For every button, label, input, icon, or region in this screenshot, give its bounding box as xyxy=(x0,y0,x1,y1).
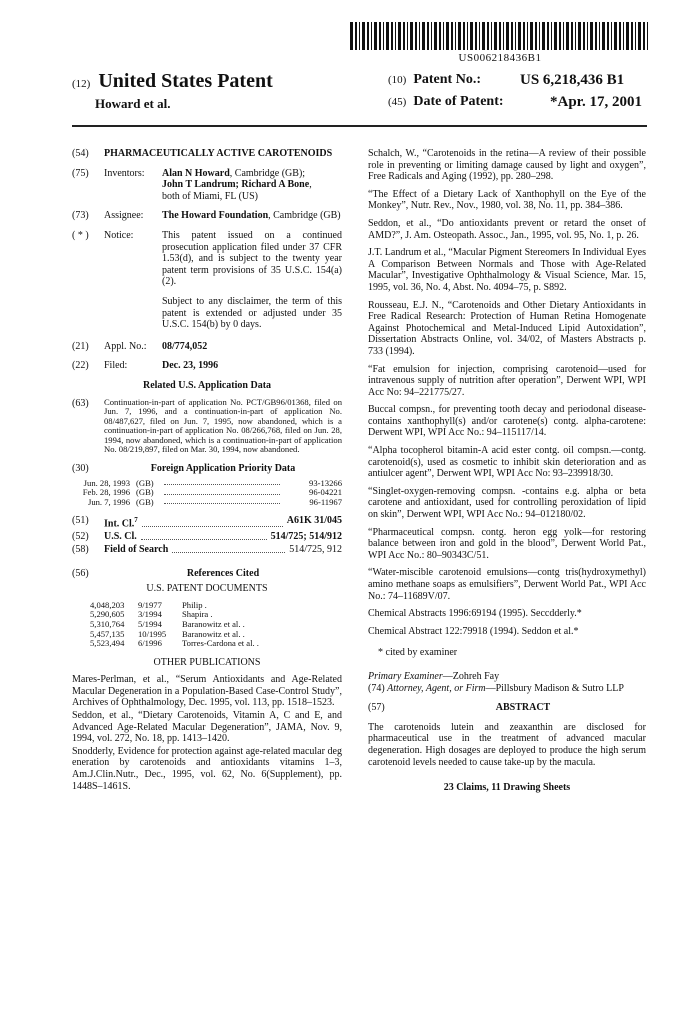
barcode xyxy=(350,22,650,50)
barcode-bar xyxy=(463,22,465,50)
inventors: Alan N Howard, Cambridge (GB); John T Landrum; Richard A Bone, both of Miami, FL (US) xyxy=(162,167,312,202)
dot-leader xyxy=(164,498,280,505)
claims-sheets: 23 Claims, 11 Drawing Sheets xyxy=(443,782,571,794)
barcode-bar xyxy=(383,22,384,50)
barcode-bar xyxy=(487,22,489,50)
other-pubs-title: OTHER PUBLICATIONS xyxy=(153,656,261,668)
right-column xyxy=(368,148,646,794)
left-column xyxy=(72,148,342,793)
priority-list xyxy=(72,479,342,508)
barcode-bar xyxy=(575,22,576,50)
publication-entry: Chemical Abstracts 1996:69194 (1995). Seccdderly.* xyxy=(368,608,582,620)
barcode-bar xyxy=(595,22,597,50)
barcode-bar xyxy=(583,22,585,50)
barcode-bar xyxy=(559,22,561,50)
inventors-short: Howard et al. xyxy=(95,96,171,111)
publication-entry: Mares-Perlman, et al., “Serum Antioxidants and Age-Related Macular Degeneration in a Population-Based Case-Control Study”, Archives of Ophthalmology, Dec. 1995, vol. 113, pp. 1518–1523. xyxy=(72,674,342,709)
barcode-bar xyxy=(542,22,545,50)
priority-date: Jun. 28, 1993 xyxy=(83,477,130,488)
us-doc-name: Torres-Cardona et al. . xyxy=(182,638,259,649)
priority-number: 96-11967 xyxy=(309,496,342,507)
filed-date: Dec. 23, 1996 xyxy=(162,360,219,372)
pubs-left xyxy=(72,674,342,792)
notice: ( * ) Notice: This patent issued on a continued prosecution application filed under 37 CFR 1.53(d), and is subject to the twenty year patent term provisions of 35 U.S.C. 154(a)(2). Subject to any disclaimer, the term of this patent is extended or adjusted under 35 U.S.C. 154(b) by 0 days. xyxy=(72,229,342,331)
barcode-bar xyxy=(643,22,645,50)
publication-entry: “Alpha tocopherol bitamin-A acid ester contg. oil compsn.—contg. carotenoid(s), used as cosmetic to inhibit skin deterioration and as antiulcer agent”, Derwent WPI, WPI Acc No: 93–239918/30. xyxy=(368,445,646,480)
barcode-bar xyxy=(371,22,372,50)
barcode-bar xyxy=(431,22,432,50)
publication-entry: “Fat emulsion for injection, comprising carotenoid—used for intravenous supply of nutrition after operation”, Derwent WPI, WPI Acc No: 94–221775/27. xyxy=(368,363,646,398)
barcode-bar xyxy=(599,22,600,50)
barcode-bar xyxy=(494,22,497,50)
barcode-bar xyxy=(602,22,605,50)
barcode-bar xyxy=(578,22,581,50)
barcode-bar xyxy=(515,22,516,50)
publication-entry: Rousseau, E.J. N., “Carotenoids and Other Dietary Antioxidants in Free Radical Research: Protection of Human Retina Homogenate Against Photochemical and Metal-Induced Lipid Autoxidation”, Dissertation Abstracts Online, vol. 34/02, of Masters Abstracts p. 733 (1994). xyxy=(368,299,646,357)
patent-title: United States Patent xyxy=(98,70,273,92)
patent-number-label: Patent No.: xyxy=(413,72,481,87)
us-doc-number: 5,523,494 xyxy=(90,638,125,649)
abstract-heading: (57) ABSTRACT xyxy=(368,702,551,714)
us-doc-name: Baranowitz et al. . xyxy=(182,618,245,629)
field-of-search-value: 514/725, 912 xyxy=(289,543,342,555)
publication-entry: Schalch, W., “Carotenoids in the retina—A review of their possible role in preventing or limiting damage caused by light and oxygen”, Free Radicals and Aging (1992), pp. 280–298. xyxy=(368,148,646,183)
priority-date: Jun. 7, 1996 xyxy=(87,496,130,507)
us-doc-number: 5,457,135 xyxy=(90,628,125,639)
barcode-bar xyxy=(362,22,365,50)
barcode-bar xyxy=(611,22,612,50)
us-doc-name: Philip . xyxy=(182,599,207,610)
barcode-bar xyxy=(427,22,429,50)
field-21: (21) Appl. No.: 08/774,052 xyxy=(72,341,342,353)
publication-entry: J.T. Landrum et al., “Macular Pigment Stereomers In Individual Eyes A Comparison Between Normals and Those with Age-Related Macular”, Investigative Ophthalmology & Visual Science, Mar. 15, 1995, vol. 36, No. 4, Abst. No. 4094–75, p. S892. xyxy=(368,247,646,293)
barcode-bar xyxy=(647,22,648,50)
barcode-bar xyxy=(566,22,569,50)
barcode-bar xyxy=(511,22,513,50)
barcode-bar xyxy=(491,22,492,50)
field-73: (73) Assignee: The Howard Foundation, Cambridge (GB) xyxy=(72,210,341,222)
barcode-bar xyxy=(403,22,405,50)
publication-entry: “Water-miscible carotenoid emulsions—contg tris(hydroxymethyl) amino methane soaps as emulsifiers”, Derwent World Pat., WPI Acc No.: 74–11689V/07. xyxy=(368,567,646,602)
barcode-bar xyxy=(607,22,609,50)
priority-number: 93-13266 xyxy=(309,477,342,488)
barcode-bar xyxy=(503,22,504,50)
barcode-bar xyxy=(590,22,593,50)
priority-country: (GB) xyxy=(136,496,154,507)
date-of-patent: *Apr. 17, 2001 xyxy=(550,94,642,110)
barcode-bar xyxy=(635,22,636,50)
barcode-bar xyxy=(443,22,444,50)
barcode-bar xyxy=(571,22,573,50)
barcode-bar xyxy=(539,22,540,50)
us-doc-date: 10/1995 xyxy=(138,628,167,639)
barcode-bar xyxy=(554,22,557,50)
field-52: (52) U.S. Cl. 514/725; 514/912 xyxy=(72,531,342,543)
continuation-text: Continuation-in-part of application No. PCT/GB96/01368, filed on Jun. 7, 1996, and a continuation-in-part of application No. 08/487,627, filed on Jun. 7, 1995, now abandoned, which is a continuation-in-part of application No. 08/266,768, filed on Jun. 28, 1994, now abandoned, which is a continuation-in-part of application No. 08/219,897, filed on Mar. 30, 1994, now abandoned. xyxy=(104,396,342,455)
barcode-bar xyxy=(551,22,552,50)
barcode-bar xyxy=(518,22,521,50)
date-of-patent-line: (45) Date of Patent: *Apr. 17, 2001 xyxy=(388,94,642,110)
barcode-bar xyxy=(407,22,408,50)
barcode-bar xyxy=(350,22,353,50)
publication-entry: “Singlet-oxygen-removing compsn. -contains e.g. alpha or beta carotene and antioxidant, used for controlling peroxidation of lipid on skin”, Derwent WPI, WPI Acc No.: 94–012180/02. xyxy=(368,485,646,521)
barcode-bar xyxy=(379,22,381,50)
barcode-bar xyxy=(367,22,369,50)
barcode-bar xyxy=(631,22,633,50)
priority-country: (GB) xyxy=(136,477,154,488)
publication-entry: “The Effect of a Dietary Lack of Xanthophyll on the Eye of the Monkey”, Nutr. Rev., Nov., 1980, vol. 38, No. 11, pp. 384–386. xyxy=(368,188,646,212)
priority-number: 96-04221 xyxy=(309,487,342,498)
barcode-bar xyxy=(422,22,425,50)
barcode-bar xyxy=(638,22,641,50)
us-doc-date: 9/1977 xyxy=(138,599,162,610)
barcode-bar xyxy=(619,22,621,50)
publication-entry: Chemical Abstract 122:79918 (1994). Seddon et al.* xyxy=(368,625,579,637)
publication-entry: Buccal compsn., for preventing tooth decay and periodonal disease-contains xanthophyll(s) and/or carotene(s) contg. alpha-carotene: Derwent WPI, WPI Acc No.: 94–115117/14. xyxy=(368,404,646,439)
field-51: (51) Int. Cl.$^7$ A61K 31/045 xyxy=(72,515,342,530)
us-doc-row xyxy=(72,639,342,649)
barcode-bar xyxy=(527,22,528,50)
notice-text-1: This patent issued on a continued prosecution application filed under 37 CFR 1.53(d), and is subject to the twenty year patent term provisions of 35 U.S.C. 154(a)(2). xyxy=(162,229,342,288)
barcode-bar xyxy=(398,22,401,50)
code-12: (12) xyxy=(72,78,91,90)
barcode-bar xyxy=(470,22,473,50)
int-cl-value: A61K 31/045 xyxy=(286,515,342,527)
barcode-bar xyxy=(458,22,461,50)
barcode-bar xyxy=(626,22,629,50)
barcode-bar xyxy=(506,22,509,50)
barcode-bar xyxy=(415,22,417,50)
barcode-bar xyxy=(355,22,357,50)
patent-number-line: (10) Patent No.: US 6,218,436 B1 xyxy=(388,72,625,88)
notice-text-2: Subject to any disclaimer, the term of this patent is extended or adjusted under 35 U.S.C. 154(b) by 0 days. xyxy=(162,295,342,331)
barcode-bar xyxy=(535,22,537,50)
barcode-bar xyxy=(395,22,396,50)
barcode-bar xyxy=(359,22,360,50)
date-label: Date of Patent: xyxy=(413,94,504,109)
barcode-bar xyxy=(587,22,588,50)
us-doc-date: 3/1994 xyxy=(138,609,162,620)
cited-note: * cited by examiner xyxy=(378,647,458,659)
us-doc-date: 6/1996 xyxy=(138,638,162,649)
us-docs-list xyxy=(72,601,342,649)
patent-number: US 6,218,436 B1 xyxy=(520,72,625,88)
application-number: 08/774,052 xyxy=(162,340,208,352)
us-doc-date: 5/1994 xyxy=(138,618,162,629)
field-75: (75) Inventors: Alan N Howard, Cambridge (GB); John T Landrum; Richard A Bone, both of Miami, FL (US) xyxy=(72,168,342,203)
field-22: (22) Filed: Dec. 23, 1996 xyxy=(72,360,342,372)
barcode-bar xyxy=(419,22,420,50)
dot-leader xyxy=(164,488,280,495)
barcode-bar xyxy=(523,22,525,50)
assignee: The Howard Foundation, Cambridge (GB) xyxy=(162,210,341,222)
us-doc-name: Baranowitz et al. . xyxy=(182,628,245,639)
barcode-bar xyxy=(530,22,533,50)
barcode-bar xyxy=(455,22,456,50)
barcode-bar xyxy=(446,22,449,50)
us-doc-number: 5,310,764 xyxy=(90,618,125,629)
field-30: (30) Foreign Application Priority Data xyxy=(72,463,296,475)
invention-title: PHARMACEUTICALLY ACTIVE CAROTENOIDS xyxy=(104,148,333,159)
barcode-bar xyxy=(547,22,549,50)
priority-row xyxy=(72,498,342,508)
barcode-bar xyxy=(563,22,564,50)
priority-date: Feb. 28, 1996 xyxy=(82,487,130,498)
barcode-bar xyxy=(391,22,393,50)
publication-entry: “Pharmaceutical compsn. contg. heron egg yolk—for restoring balance between iron and gold in the blood”, Derwent World Pat., WPI Acc No.: 80–90343C/51. xyxy=(368,526,646,561)
primary-examiner: Primary Examiner—Zohreh Fay xyxy=(368,670,500,682)
header-rule xyxy=(72,125,647,127)
us-cl-value: 514/725; 514/912 xyxy=(270,531,342,543)
field-58: (58) Field of Search 514/725, 912 xyxy=(72,543,342,555)
barcode-number: US006218436B1 xyxy=(458,52,542,64)
dot-leader xyxy=(164,479,280,486)
related-title: Related U.S. Application Data xyxy=(142,379,272,391)
field-56: (56) References Cited xyxy=(72,567,260,579)
barcode-bar xyxy=(614,22,617,50)
barcode-bar xyxy=(410,22,413,50)
priority-country: (GB) xyxy=(136,487,154,498)
field-54: (54) PHARMACEUTICALLY ACTIVE CAROTENOIDS xyxy=(72,148,342,160)
barcode-bar xyxy=(386,22,389,50)
publication-entry: Seddon, et al., “Do antioxidants prevent or retard the onset of AMD?”, J. Am. Osteopath. Assoc., Jan., 1995, vol. 95, No. 1, p. 26. xyxy=(368,217,646,241)
barcode-bar xyxy=(451,22,453,50)
field-63: (63) Continuation-in-part of application No. PCT/GB96/01368, filed on Jun. 7, 1996, and a continuation-in-part of application No. 08/487,627, filed on Jun. 7, 1995, now abandoned, which is a continuation-in-part of application No. 08/266,768, filed on Jun. 28, 1994, now abandoned, which is a continuation-in-part of application No. 08/219,897, filed on Mar. 30, 1994, now abandoned. xyxy=(72,396,342,455)
barcode-bar xyxy=(623,22,624,50)
pubs-right xyxy=(368,148,646,637)
barcode-bar xyxy=(499,22,501,50)
barcode-bar xyxy=(434,22,437,50)
us-docs-title: U.S. PATENT DOCUMENTS xyxy=(146,583,268,595)
barcode-bar xyxy=(374,22,377,50)
us-doc-number: 4,048,203 xyxy=(90,599,125,610)
abstract-text: The carotenoids lutein and zeaxanthin are disclosed for pharmaceutical use in the treatment of advanced macular degeneration. High dosages are deployed to produce the high serum carotenoid levels needed to cause take-up by the macula. xyxy=(368,721,646,768)
publication-entry: Seddon, et al., “Dietary Carotenoids, Vitamin A, C and E, and Advanced Age-Related Macular Degeneration”, JAMA, Nov. 9, 1994, vol. 272, No. 18, pp. 1413–1420. xyxy=(72,710,342,745)
barcode-bar xyxy=(482,22,485,50)
us-doc-number: 5,290,605 xyxy=(90,609,125,620)
barcode-bar xyxy=(467,22,468,50)
publication-entry: Snodderly, Evidence for protection against age-related macular deg eneration by carotenoids and antioxidants vitamins 1–3, Am.J.Clin.Nutr., Dec., 1995, vol. 62, No. 6(Supplement), pp. 1448S–1461S. xyxy=(72,745,342,792)
barcode-bar xyxy=(479,22,480,50)
barcode-bar xyxy=(439,22,441,50)
us-doc-name: Shapira . xyxy=(182,609,213,620)
patent-header-left xyxy=(72,70,273,93)
attorney: (74) Attorney, Agent, or Firm—Pillsbury Madison & Sutro LLP xyxy=(368,682,624,694)
barcode-bar xyxy=(475,22,477,50)
